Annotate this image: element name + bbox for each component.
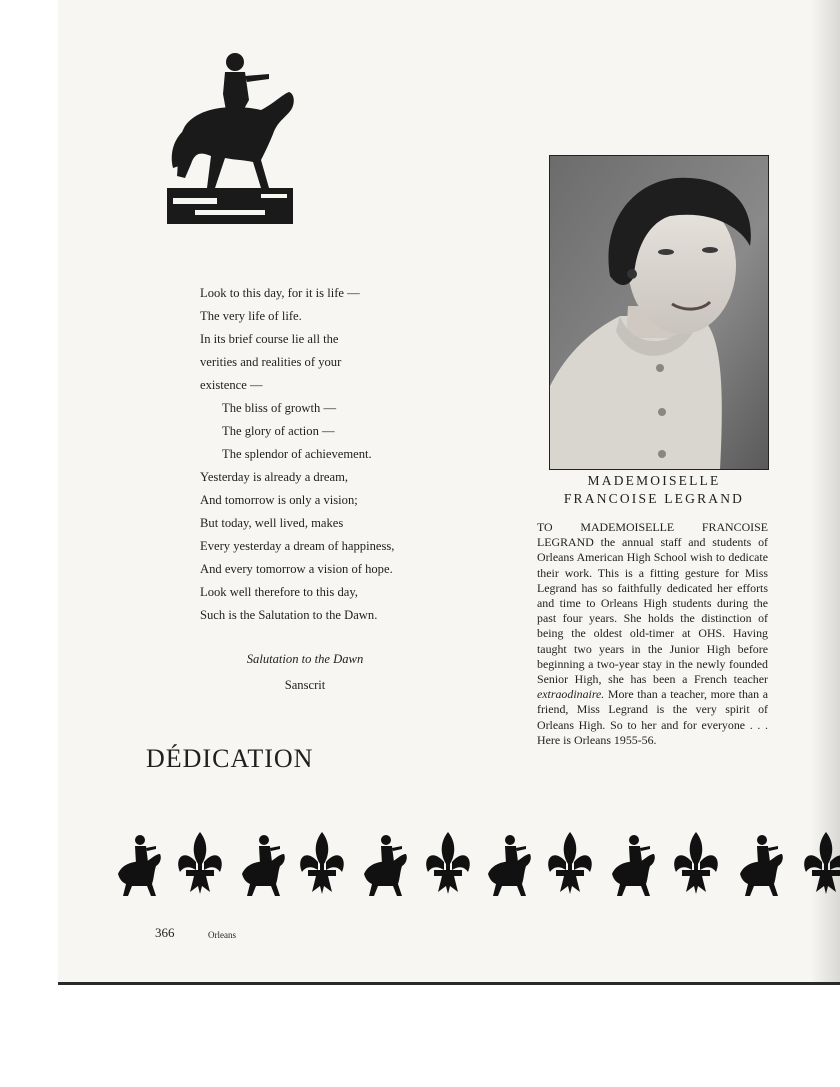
fleur-de-lis-icon: [426, 832, 470, 894]
footer-label: Orleans: [208, 930, 236, 940]
poem-line: Yesterday is already a dream,: [200, 470, 349, 484]
poem-source: Salutation to the Dawn: [246, 652, 364, 666]
poem-line: Such is the Salutation to the Dawn.: [200, 608, 378, 622]
fleur-de-lis-icon: [178, 832, 222, 894]
poem-line: The very life of life.: [200, 309, 302, 323]
bio-emphasis: extraodinaire.: [537, 687, 605, 702]
poem-line: Every yesterday a dream of happiness,: [200, 539, 395, 553]
poem-language: Sanscrit: [284, 678, 326, 692]
poem-line: And every tomorrow a vision of hope.: [200, 562, 393, 576]
decorative-border: [114, 828, 840, 898]
caption-line: FRANCOISE LEGRAND: [563, 491, 745, 506]
portrait-caption: [540, 472, 768, 508]
fleur-de-lis-icon: [674, 832, 718, 894]
fleur-de-lis-icon: [804, 832, 840, 894]
caption-line: MADEMOISELLE: [587, 473, 721, 488]
rider-icon: [242, 835, 285, 896]
page-number: 366: [155, 925, 175, 940]
poem-line: And tomorrow is only a vision;: [200, 493, 358, 507]
rider-icon: [488, 835, 531, 896]
poem-line: But today, well lived, makes: [200, 516, 344, 530]
poem-line: The bliss of growth —: [222, 401, 337, 415]
rider-icon: [364, 835, 407, 896]
poem-line: verities and realities of your: [200, 355, 342, 369]
equestrian-statue-icon: [165, 48, 297, 228]
rider-icon: [740, 835, 783, 896]
poem-line: Look well therefore to this day,: [200, 585, 358, 599]
poem-line: The splendor of achievement.: [222, 447, 372, 461]
poem-block: [200, 282, 440, 627]
rider-icon: [118, 835, 161, 896]
bio-text: TO MADEMOISELLE FRANCOISE LEGRAND the annual staff and students of Orleans American High School wish to dedicate their work. This is a fitting gesture for Miss Legrand has so faithfully dedicated her efforts and time to Orleans High students during the past four years. She holds the distinction of being the oldest old-timer at OHS. Having taught two years in the Junior High before beginning a two-year stay in the newly founded Senior High, she has been a French teacher: [537, 520, 768, 687]
bio-text-end: More than a teacher, more than a friend, Miss Legrand is the very spirit of Orleans High. So to her and for everyone . . . Here is Orleans 1955-56.: [537, 687, 768, 747]
poem-line: The glory of action —: [222, 424, 335, 438]
portrait-photo: [549, 155, 769, 470]
fleur-de-lis-icon: [548, 832, 592, 894]
dedication-title: DÉDICATION: [146, 744, 314, 773]
poem-line: Look to this day, for it is life —: [200, 286, 360, 300]
rider-icon: [612, 835, 655, 896]
poem-line: In its brief course lie all the: [200, 332, 339, 346]
fleur-de-lis-icon: [300, 832, 344, 894]
poem-attribution: [220, 646, 390, 698]
poem-line: existence —: [200, 378, 263, 392]
dedication-text: [537, 520, 768, 748]
page-bottom-rule: [58, 982, 840, 985]
